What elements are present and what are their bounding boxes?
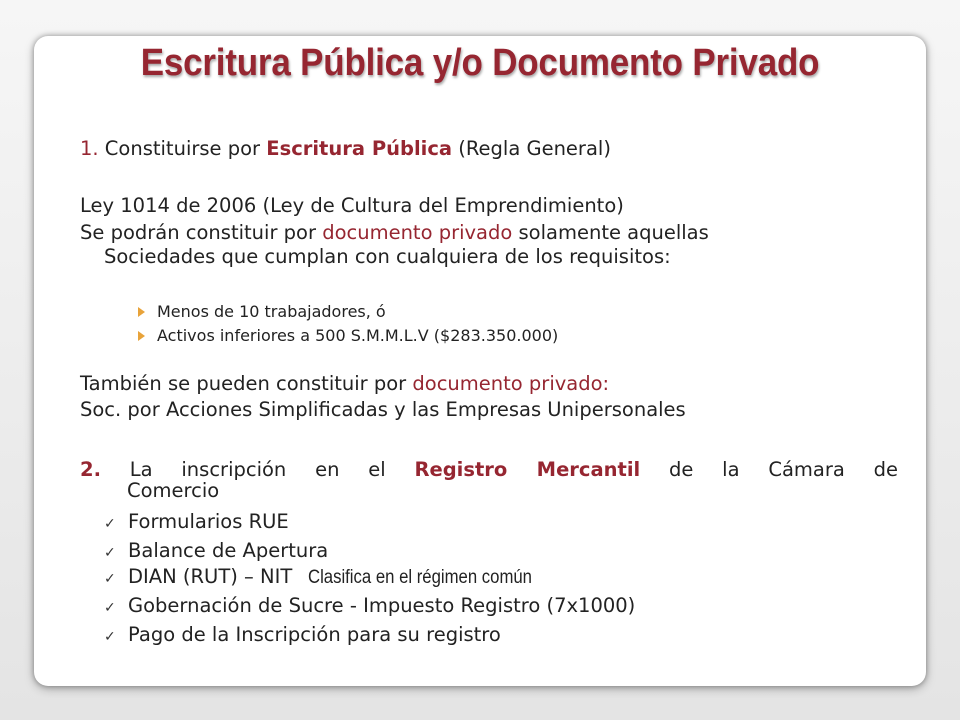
checklist-item	[104, 565, 563, 591]
private-line	[80, 221, 709, 245]
checklist-text: DIAN (RUT) – NIT	[128, 565, 293, 588]
checklist-item	[104, 594, 635, 620]
checkmark-icon: ✓	[104, 629, 116, 645]
checklist-item	[104, 539, 328, 565]
point-2-text: La inscripción en el	[100, 458, 415, 481]
private-line-continuation: Sociedades que cumplan con cualquiera de los requisitos:	[104, 245, 671, 268]
point-1-highlight: Escritura Pública	[266, 137, 453, 160]
point-1	[80, 137, 611, 161]
slide-title: Escritura Pública y/o Documento Privado	[140, 42, 820, 84]
checkmark-icon: ✓	[104, 571, 116, 587]
law-line: Ley 1014 de 2006 (Ley de Cultura del Emprendimiento)	[80, 194, 624, 217]
checklist-text: Gobernación de Sucre - Impuesto Registro (7x1000)	[128, 594, 636, 617]
point-1-number: 1.	[80, 137, 99, 160]
point-2-number: 2.	[80, 458, 101, 481]
checkmark-icon: ✓	[104, 516, 116, 532]
dian-note: Clasifica en el régimen común	[308, 567, 533, 588]
checkmark-icon: ✓	[104, 600, 116, 616]
private-line-text: Se podrán constituir por	[80, 221, 323, 244]
also-line-text: También se pueden constituir por	[80, 372, 413, 395]
requirement-text: Menos de 10 trabajadores, ó	[157, 302, 386, 321]
private-line-tail: solamente aquellas	[512, 221, 709, 244]
point-2-continuation: Comercio	[127, 479, 220, 502]
also-line-highlight: documento privado:	[412, 372, 610, 395]
soc-line: Soc. por Acciones Simplificadas y las Empresas Unipersonales	[80, 398, 686, 421]
checklist-text: Formularios RUE	[128, 510, 289, 533]
point-2-tail: de la Cámara de	[640, 458, 898, 481]
checklist-item	[104, 510, 289, 536]
requirement-text: Activos inferiores a 500 S.M.M.L.V ($283.350.000)	[157, 326, 559, 345]
private-line-highlight: documento privado	[322, 221, 513, 244]
requirement-item	[138, 300, 386, 324]
point-1-note: (Regla General)	[452, 137, 611, 160]
also-line	[80, 372, 609, 396]
arrow-bullet-icon	[138, 307, 145, 317]
point-2	[80, 459, 898, 481]
checklist-text: Balance de Apertura	[128, 539, 329, 562]
checkmark-icon: ✓	[104, 545, 116, 561]
checklist-text: Pago de la Inscripción para su registro	[128, 623, 501, 646]
checklist-item	[104, 623, 501, 649]
point-1-text: Constituirse por	[98, 137, 267, 160]
arrow-bullet-icon	[138, 331, 145, 341]
requirement-item	[138, 324, 558, 348]
point-2-highlight: Registro Mercantil	[414, 458, 641, 481]
